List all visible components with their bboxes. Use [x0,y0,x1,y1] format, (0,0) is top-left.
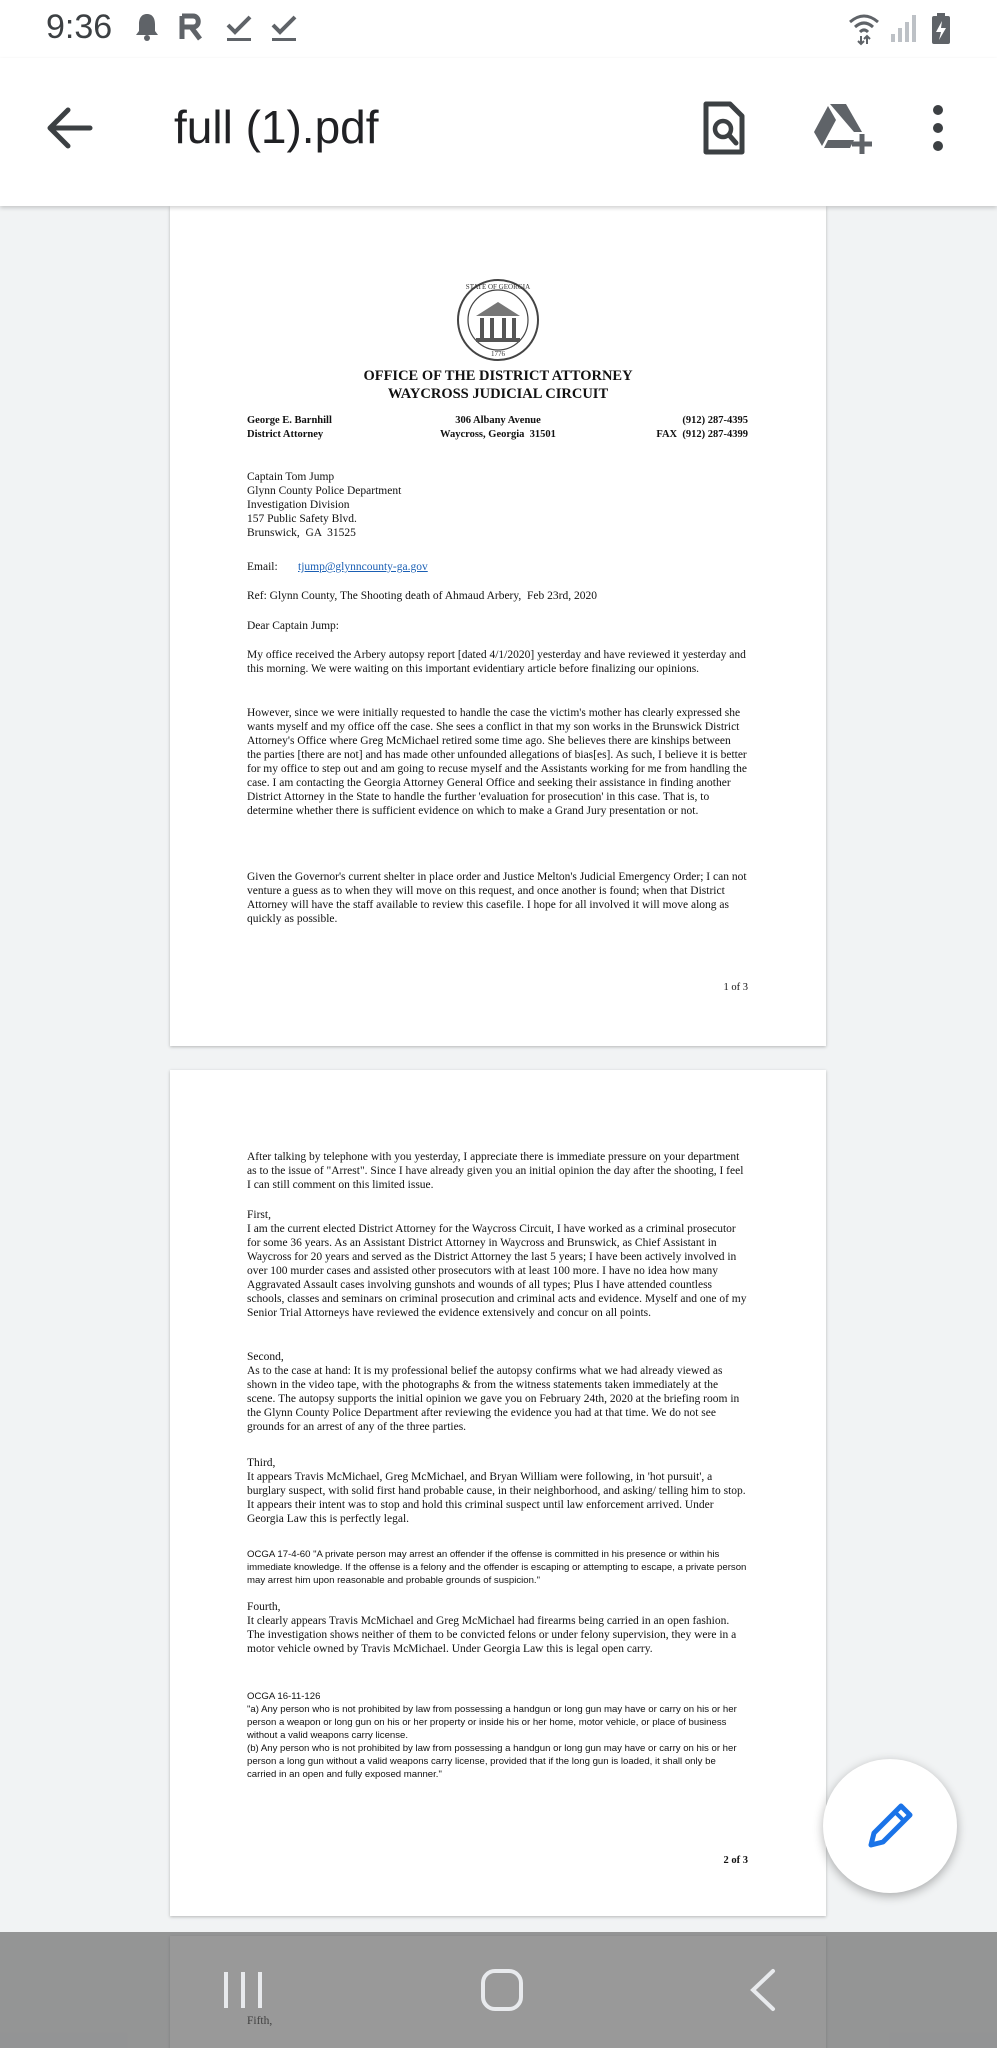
paragraph: However, since we were initially requested to handle the case the victim's mother has clearly expressed she wants myself and my office off the case. She sees a conflict in that my son works in the Brunswick District Attorney's Office where Greg McMichael retired some time ago. She believes there are kinships between the parties [there are not] and has made other unfounded allegations of bias[es]. As such, I believe it is better for my office to step out and am going to recuse myself and the Assistants working for me from handling the case. I am contacting the Georgia Attorney General Office and seeking their assistance in finding another District Attorney in the State to handle the further 'evaluation for prosecution' in this case. That is, to determine whether there is sufficient evidence on which to make a Grand Jury presentation or not. [247,707,747,817]
paragraph-first: First, I am the current elected District Attorney for the Waycross Circuit, I have worked as a criminal prosecutor for some 36 years. As an Assistant District Attorney in Waycross and Brunswick, as Chief Assistant in Waycross for 20 years and served as the District Attorney the last 5 years; I have been actively involved in over 100 murder cases and assisted other prosecutors with at least 100 more. I have no idea how many Aggravated Assault cases involving gunshots and wounds of all types; Plus I have attended countless schools, classes and seminars on criminal prosecution and criminal acts and evidence. Myself and one of my Senior Trial Attorneys have reviewed the evidence extensively and concur on all points. [247,1209,747,1319]
home-icon[interactable] [480,1968,524,2012]
paragraph: After talking by telephone with you yesterday, I appreciate there is immediate pressure on your department as to the issue of "Arrest". Since I have already given you an initial opinion the day after the shooting, I feel I can still comment on this limited issue. [247,1151,744,1191]
email-label: Email: [247,561,278,573]
wifi-icon [848,12,880,46]
paragraph-fourth: Fourth, It clearly appears Travis McMichael and Greg McMichael had firearms being carried in an open fashion. The investigation shows neither of them to be convicted felons or under felony supervision, they were in a motor vehicle owned by Travis McMichael. Under Georgia Law this is legal open carry. [247,1601,737,1655]
salutation: Dear Captain Jump: [247,620,339,632]
paragraph: Given the Governor's current shelter in place order and Justice Melton's Judicial Emergency Order; I can not venture a guess as to when they will move on this request, and once another is found; when that District Attorney will have the staff available to review this casefile. I hope for all involved it will move along as quickly as possible. [247,871,747,925]
paragraph-second: Second, As to the case at hand: It is my professional belief the autopsy confirms what we had already viewed as shown in the video tape, with the photographs & from the witness statements taken immediately at the scene. The autopsy supports the initial opinion we gave you on February 24th, 2020 at the briefing room in the Glynn County Police Department after reviewing the evidence you had at that time. We do not see grounds for an arrest of any of the three parties. [247,1351,740,1433]
more-vert-icon[interactable] [930,100,946,156]
svg-text:STATE OF GEORGIA: STATE OF GEORGIA [465,283,531,291]
header-left: George E. Barnhill District Attorney [247,415,332,440]
system-nav-bar [0,1932,997,2048]
svg-text:1776: 1776 [491,350,505,358]
paragraph-third: Third, It appears Travis McMichael, Greg McMichael, and Bryan William were following, in 'hot pursuit', a burglary suspect, with solid first hand probable cause, in their neighborhood, and asking/ telling him to stop. It appears their intent was to stop and hold this criminal suspect until law enforcement arrived. Under Georgia Law this is perfectly legal. [247,1457,746,1525]
check-underline-icon [225,12,253,44]
clock: 9:36 [46,8,113,46]
edit-fab-button[interactable] [823,1759,957,1893]
app-r-icon [178,12,206,42]
document-title: full (1).pdf [174,101,379,153]
statute-quote: OCGA 17-4-60 "A private person may arrest an offender if the offense is committed in his presence or within his immediate knowledge. If the offense is a felony and the offender is escaping or attempting to escape, a private person may arrest him upon reasonable and probable grounds of suspicion." [247,1549,747,1586]
status-bar [0,0,997,58]
find-in-document-icon[interactable] [700,100,748,156]
battery-charging-icon [930,12,952,46]
header-center: 306 Albany Avenue Waycross, Georgia 31501 [440,415,556,440]
page-number: 1 of 3 [723,982,748,993]
pdf-viewer[interactable] [0,206,997,2048]
back-icon[interactable] [745,1968,779,2012]
page-number: 2 of 3 [723,1855,748,1866]
paragraph: My office received the Arbery autopsy report [dated 4/1/2020] yesterday and have reviewed it yesterday and this morning. We were waiting on this important evidentiary article before finalizing our opinions. [247,649,746,675]
pdf-page-1 [170,206,826,1046]
state-seal-logo [456,278,540,362]
check-underline-icon [270,12,298,44]
recent-apps-icon[interactable] [222,1970,264,2010]
reference-line: Ref: Glynn County, The Shooting death of Ahmaud Arbery, Feb 23rd, 2020 [247,590,597,602]
addressee-block: Captain Tom Jump Glynn County Police Department Investigation Division 157 Public Safety Blvd. Brunswick, GA 31525 [247,471,402,539]
header-right: (912) 287-4395 FAX (912) 287-4399 [656,415,748,440]
signal-icon [889,12,919,44]
email-link[interactable]: tjump@glynncounty-ga.gov [298,561,428,573]
edit-pencil-icon [865,1801,915,1851]
office-heading-line1: OFFICE OF THE DISTRICT ATTORNEY [363,368,633,384]
office-heading-line2: WAYCROSS JUDICIAL CIRCUIT [387,386,609,402]
bell-icon [133,12,161,42]
pdf-page-2 [170,1070,826,1916]
statute-quote: OCGA 16-11-126 "a) Any person who is not prohibited by law from possessing a handgun or long gun may have or carry on his or her person a weapon or long gun on his or her property or inside his or her home, motor vehicle, or place of business without a valid weapons carry license. (b) Any person who is not prohibited by law from possessing a handgun or long gun may have or carry on his or her person a long gun without a valid weapons carry license, provided that if the long gun is loaded, it shall only be carried in an open and fully exposed manner." [247,1691,737,1780]
back-arrow-icon[interactable] [40,98,100,158]
add-to-drive-icon[interactable] [812,100,874,156]
app-bar [0,58,997,206]
